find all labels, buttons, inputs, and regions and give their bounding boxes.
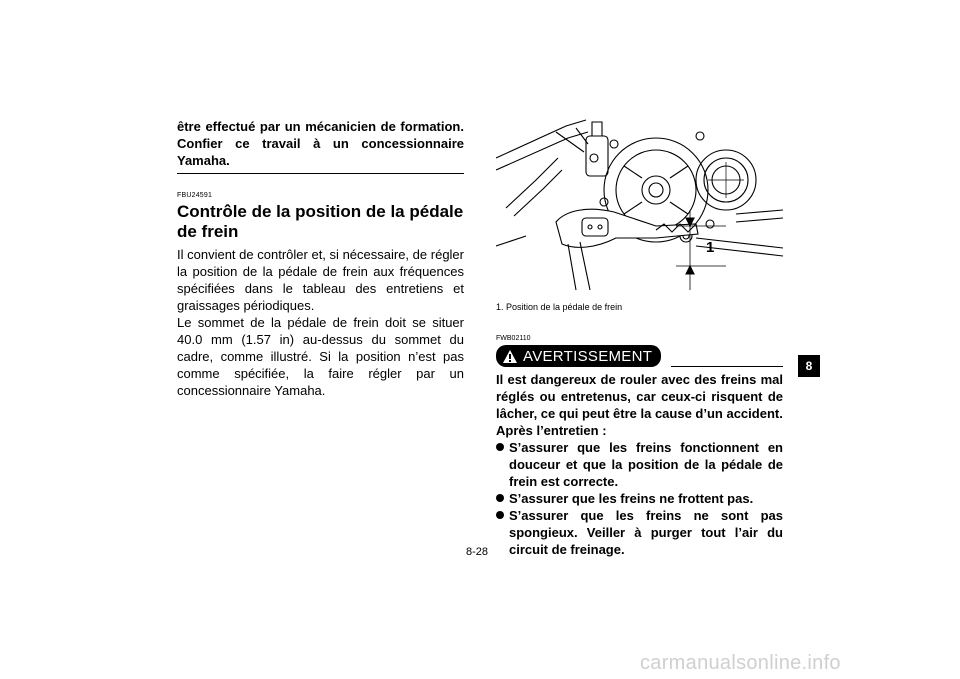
bullet-icon [496,443,504,451]
section-code: FBU24591 [177,192,213,199]
divider [177,173,464,174]
warning-header [496,345,783,367]
bullet-icon [496,511,504,519]
intro-paragraph: être effectué par un mécanicien de formation. Confier ce travail à un concessionnaire Yamaha. [177,119,464,168]
warning-after-service: Après l’entretien : [496,423,607,438]
list-item: S’assurer que les freins ne frottent pas. [496,490,783,507]
page-number: 8-28 [466,546,489,558]
figure-callout: 1 [706,239,715,256]
warning-label: AVERTISSEMENT [523,347,653,365]
body-paragraph-1: Il convient de contrôler et, si nécessaire, de régler la position de la pédale de frein aux fréquences spécifiées dans le tableau des entretiens et graissages périodiques. [177,247,464,313]
right-column [496,118,783,558]
warning-triangle-icon [502,349,518,364]
warning-body [496,371,783,558]
bullet-icon [496,494,504,502]
brake-pedal-illustration [496,118,783,290]
list-item: S’assurer que les freins fonctionnent en douceur et que la position de la pédale de frein est correcte. [496,439,783,490]
left-column [177,118,464,399]
warning-bullet-list [496,439,783,558]
list-item: S’assurer que les freins ne sont pas spongieux. Veiller à purger tout l’air du circuit de freinage. [496,507,783,558]
watermark: carmanualsonline.info [640,652,841,674]
warning-badge [496,345,661,367]
warning-rule [671,366,783,367]
figure-caption: 1. Position de la pédale de frein [496,302,623,312]
warning-code: FWB02110 [496,335,531,342]
chapter-tab: 8 [798,355,820,377]
warning-intro: Il est dangereux de rouler avec des freins mal réglés ou entretenus, car ceux-ci risquent de lâcher, ce qui peut être la cause d’un accident. [496,372,783,421]
section-title: Contrôle de la position de la pédale de frein [177,202,464,241]
body-paragraph-2: Le sommet de la pédale de frein doit se situer 40.0 mm (1.57 in) au-dessus du sommet du cadre, comme illustré. Si la position n’est pas comme spécifiée, la faire régler par un concessionnaire Yamaha. [177,315,464,398]
